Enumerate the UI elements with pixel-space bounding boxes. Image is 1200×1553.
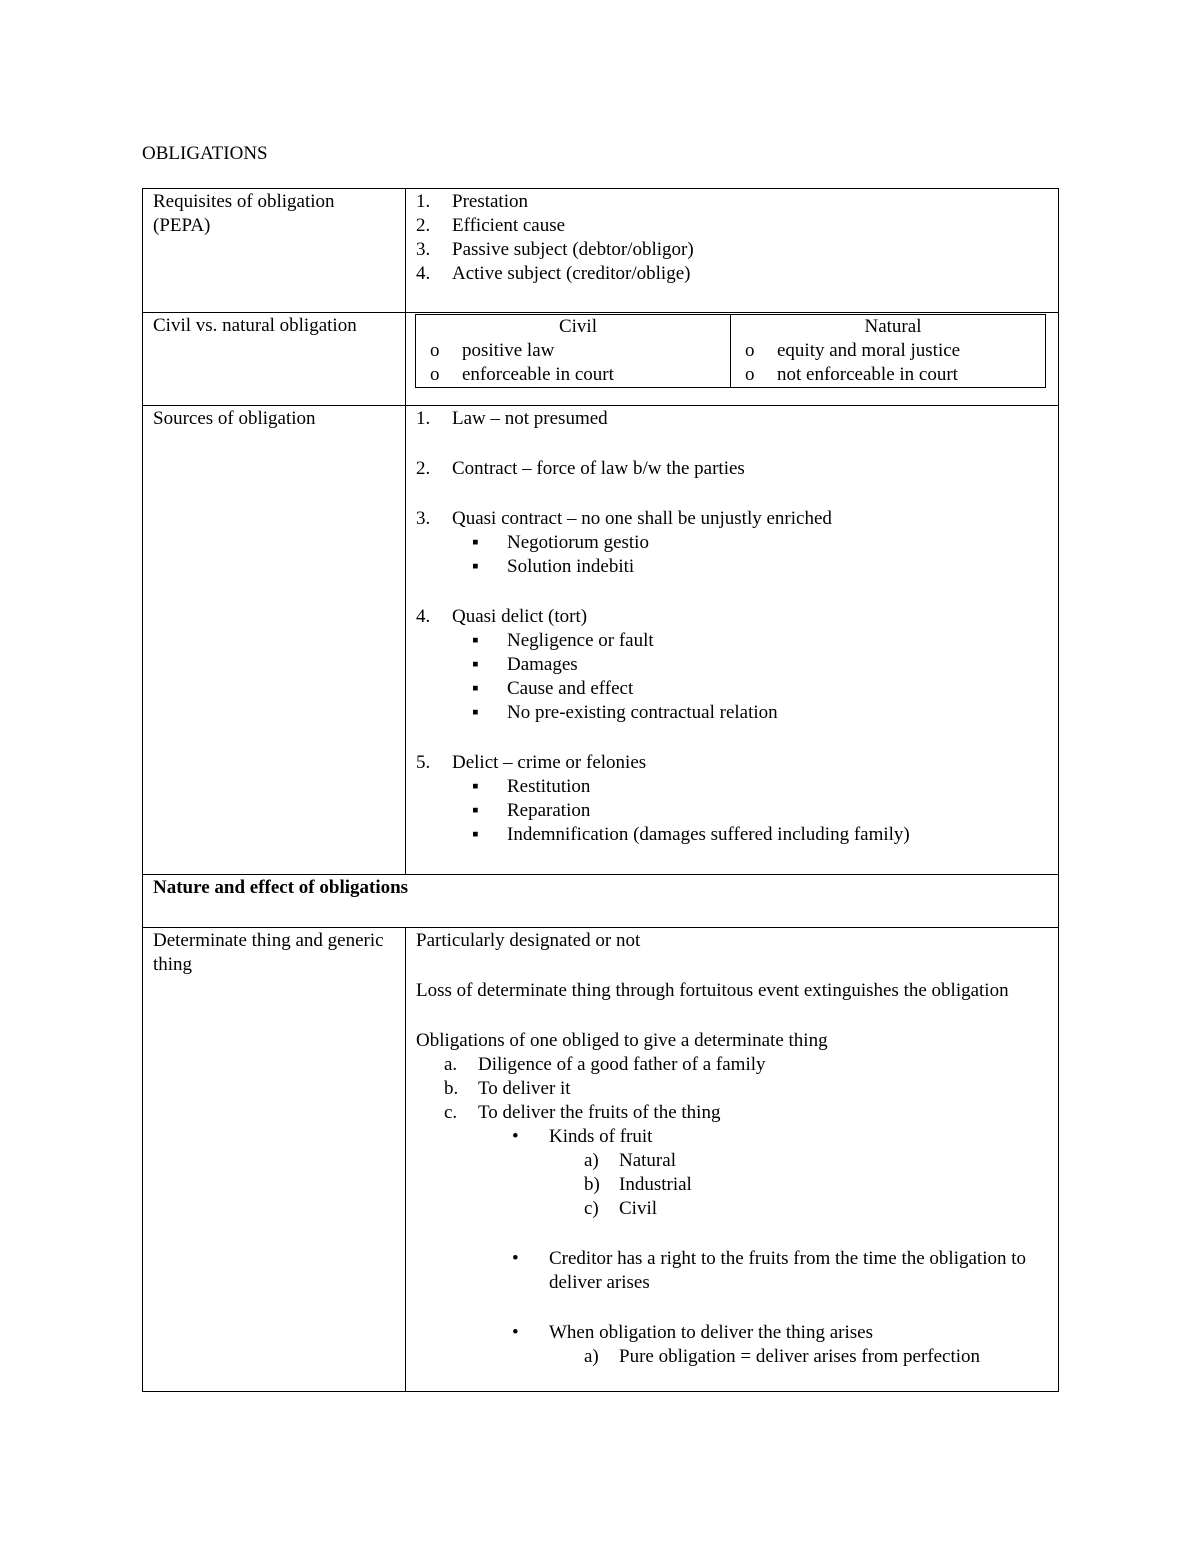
paragraph: Loss of determinate thing through fortuitous event extinguishes the obligation [416, 980, 1009, 1001]
natural-column [731, 315, 1046, 388]
sub-item: ▪ Negligence or fault [472, 630, 654, 651]
civil-natural-label: Civil vs. natural obligation [143, 313, 406, 406]
list-item: b. To deliver it [444, 1078, 571, 1099]
list-item: 2. Efficient cause [416, 215, 566, 236]
sub-item: a) Pure obligation = deliver arises from perfection [584, 1346, 981, 1367]
list-item: 5. Delict – crime or felonies [416, 752, 647, 773]
requisites-row [143, 189, 1059, 313]
requisites-list [406, 189, 1059, 313]
list-item: 4. Active subject (creditor/oblige) [416, 263, 691, 284]
sub-item: ▪ Damages [472, 654, 578, 675]
civil-natural-row [143, 313, 1059, 406]
sources-list [406, 406, 1059, 875]
paragraph: Obligations of one obliged to give a determinate thing [416, 1030, 828, 1051]
civil-column [416, 315, 731, 388]
list-item: o equity and moral justice [745, 340, 961, 361]
sub-item: ▪ Negotiorum gestio [472, 532, 649, 553]
sub-item: ▪ Restitution [472, 776, 591, 797]
requisites-label: Requisites of obligation (PEPA) [143, 189, 406, 313]
sub-item: ▪ Reparation [472, 800, 591, 821]
civil-header: Civil [558, 316, 597, 337]
list-item: c. To deliver the fruits of the thing [444, 1102, 721, 1123]
sub-item: ▪ No pre-existing contractual relation [472, 702, 778, 723]
sources-row [143, 406, 1059, 875]
nature-header-row [143, 875, 1059, 928]
list-item: o positive law [430, 340, 555, 361]
bullet-item: • Kinds of fruit [512, 1126, 653, 1147]
sub-item: ▪ Indemnification (damages suffered including family) [472, 824, 910, 845]
list-item: o not enforceable in court [745, 364, 958, 385]
bullet-item: • Creditor has a right to the fruits from the time the obligation to deliver arises [512, 1248, 1027, 1293]
list-item: 3. Quasi contract – no one shall be unjustly enriched [416, 508, 832, 529]
list-item: 1. Law – not presumed [416, 408, 608, 429]
list-item: o enforceable in court [430, 364, 614, 385]
sub-item: a) Natural [584, 1150, 676, 1171]
sub-item: ▪ Cause and effect [472, 678, 634, 699]
list-item: a. Diligence of a good father of a family [444, 1054, 766, 1075]
paragraph: Particularly designated or not [416, 930, 641, 951]
list-item: 2. Contract – force of law b/w the parties [416, 458, 745, 479]
natural-header: Natural [864, 316, 922, 337]
determinate-row [143, 928, 1059, 1392]
list-item: 1. Prestation [416, 191, 528, 212]
sub-item: c) Civil [584, 1198, 658, 1219]
document-title: OBLIGATIONS [142, 143, 268, 164]
sub-item: ▪ Solution indebiti [472, 556, 635, 577]
civil-natural-cell [406, 313, 1059, 406]
list-item: 3. Passive subject (debtor/obligor) [416, 239, 694, 260]
section-heading: Nature and effect of obligations [143, 875, 1059, 928]
bullet-item: • When obligation to deliver the thing arises [512, 1322, 873, 1343]
sources-label: Sources of obligation [143, 406, 406, 875]
determinate-label: Determinate thing and generic thing [143, 928, 406, 1392]
obligations-table [142, 188, 1059, 1392]
determinate-content [406, 928, 1059, 1392]
list-item: 4. Quasi delict (tort) [416, 606, 588, 627]
comparison-table [415, 314, 1046, 388]
sub-item: b) Industrial [584, 1174, 692, 1195]
